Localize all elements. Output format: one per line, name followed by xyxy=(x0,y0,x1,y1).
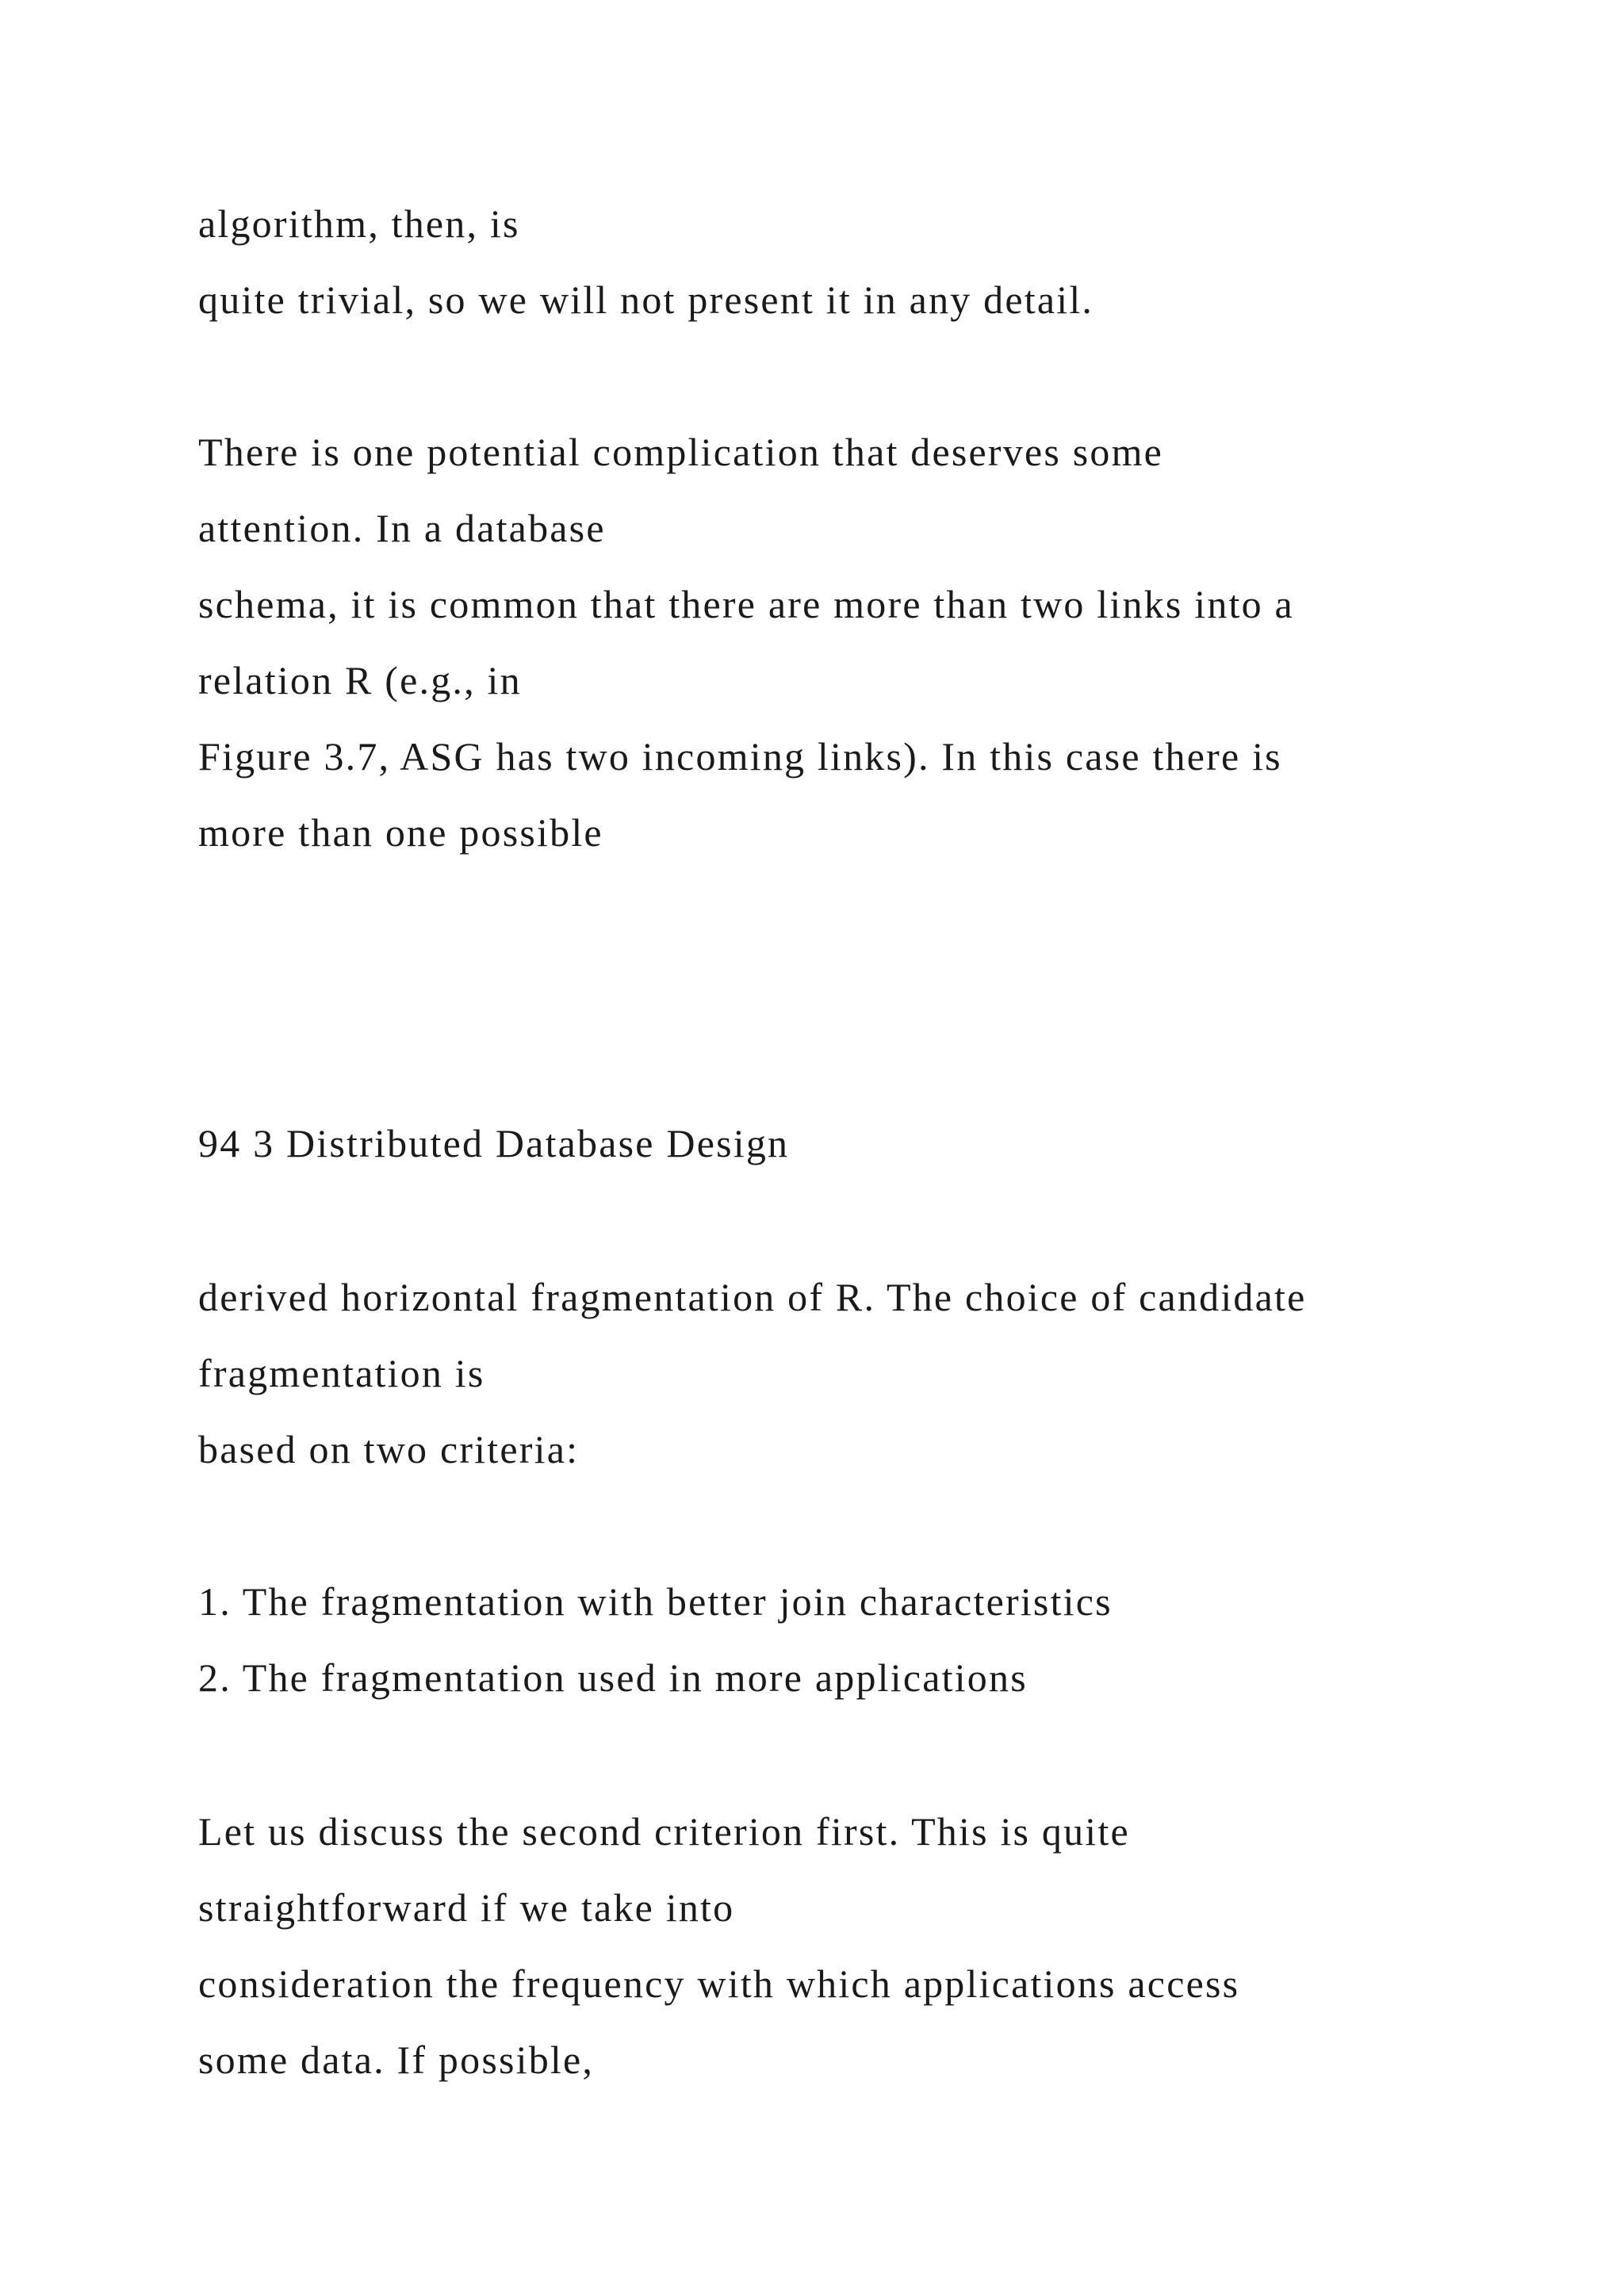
text-line: consideration the frequency with which applications access xyxy=(198,1961,1240,2006)
text-line: fragmentation is xyxy=(198,1351,485,1395)
text-line: schema, it is common that there are more than two links into a xyxy=(198,582,1294,626)
text-line: attention. In a database xyxy=(198,506,606,550)
list-item: 2. The fragmentation used in more applications xyxy=(198,1655,1028,1700)
text-line: Figure 3.7, ASG has two incoming links). In this case there is xyxy=(198,734,1282,779)
text-line: Let us discuss the second criterion first. This is quite xyxy=(198,1809,1130,1854)
text-line: some data. If possible, xyxy=(198,2038,595,2082)
text-line: based on two criteria: xyxy=(198,1427,580,1471)
text-line: straightforward if we take into xyxy=(198,1885,735,1930)
text-line: derived horizontal fragmentation of R. The choice of candidate xyxy=(198,1275,1307,1319)
text-line: algorithm, then, is xyxy=(198,201,520,246)
running-header: 94 3 Distributed Database Design xyxy=(198,1121,790,1165)
list-item: 1. The fragmentation with better join characteristics xyxy=(198,1579,1113,1624)
text-line: relation R (e.g., in xyxy=(198,658,522,702)
text-line: There is one potential complication that deserves some xyxy=(198,430,1164,474)
text-line: quite trivial, so we will not present it in any detail. xyxy=(198,277,1094,322)
text-line: more than one possible xyxy=(198,810,603,855)
